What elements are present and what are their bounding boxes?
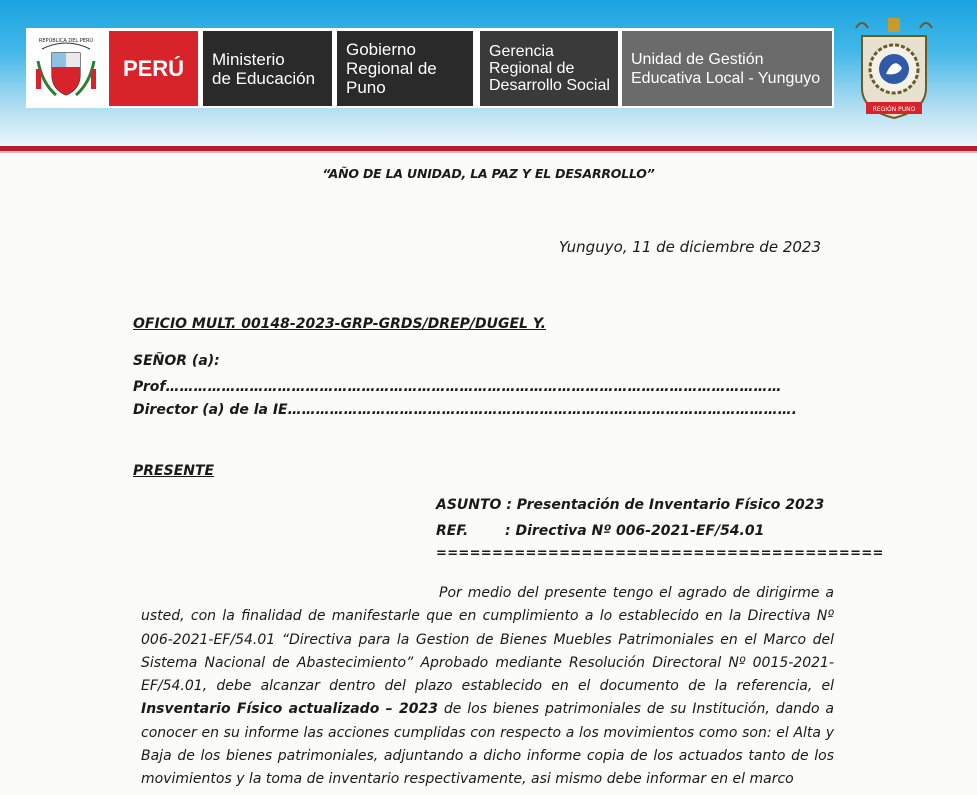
ref-label: REF. [436, 523, 469, 539]
ref-value: : Directiva Nº 006-2021-EF/54.01 [505, 523, 765, 539]
peru-coat-of-arms-icon [28, 31, 104, 106]
addressee-prof-line: Prof…………………………………………………………………………………………………………………… [133, 379, 782, 395]
gerencia-line2: Regional de [489, 60, 575, 77]
year-motto: “AÑO DE LA UNIDAD, LA PAZ Y EL DESARROLLO” [322, 166, 655, 181]
body-text-1: Por medio del presente tengo el agrado de dirigirme a usted, con la finalidad de manifestarle que en cumplimiento a lo establecido en la Directiva Nº 006-2021-EF/54.01 “Directiva para la Gestion de Bienes Muebles Patrimoniales en el Marco del Sistema Nacional de Abastecimiento” Aprobado mediante Resolución Directoral Nº 0015-2021-EF/54.01, debe alcanzar dentro del plazo establecido en el documento de la referencia, el [141, 585, 834, 695]
body-bold: Insventario Físico actualizado – 2023 [141, 701, 438, 718]
gerencia-block [480, 31, 618, 106]
ministerio-line1: Ministerio [212, 49, 285, 69]
header-rule-shadow [0, 151, 977, 153]
subject-line: ASUNTO : Presentación de Inventario Físico 2023 [436, 497, 825, 513]
letter-body [141, 582, 834, 792]
region-puno-seal-icon [848, 14, 940, 122]
addressee-director-line: Director (a) de la IE………………………………………………………………………………………………. [133, 402, 797, 418]
presente-label: PRESENTE [133, 463, 215, 479]
ugel-line1: Unidad de Gestión [631, 50, 764, 68]
peru-label: PERÚ [109, 31, 198, 106]
separator-line: ======================================== [436, 546, 884, 561]
gobierno-line1: Gobierno [346, 40, 416, 59]
ugel-line2: Educativa Local - Yunguyo [631, 69, 821, 87]
ministerio-line2: de Educación [212, 68, 316, 88]
gerencia-line3: Desarrollo Social [489, 77, 610, 94]
letter-date: Yunguyo, 11 de diciembre de 2023 [558, 238, 821, 256]
seal-caption: REGIÓN PUNO [872, 106, 916, 113]
oficio-number: OFICIO MULT. 00148-2023-GRP-GRDS/DREP/DUGEL Y. [133, 316, 546, 332]
addressee-title: SEÑOR (a): [133, 353, 220, 369]
gobierno-line2: Regional de Puno [346, 59, 437, 97]
gobierno-block [337, 31, 473, 106]
body-text-2: de los bienes patrimoniales de su Institución, dando a conocer en su informe las acciones cumplidas con respecto a los movimientos como son: el Alta y Baja de los bienes patrimoniales, adjuntando a dicho informe copia de los actuados tanto de los movimientos y la toma de inventario respectivamente, asi mismo debe informar en el marco [141, 701, 834, 788]
ugel-block [622, 31, 832, 106]
gerencia-line1: Gerencia [489, 43, 554, 60]
ministerio-block [203, 31, 332, 106]
shield-caption: REPÚBLICA DEL PERÚ [38, 38, 94, 44]
body-paragraph [141, 582, 834, 792]
